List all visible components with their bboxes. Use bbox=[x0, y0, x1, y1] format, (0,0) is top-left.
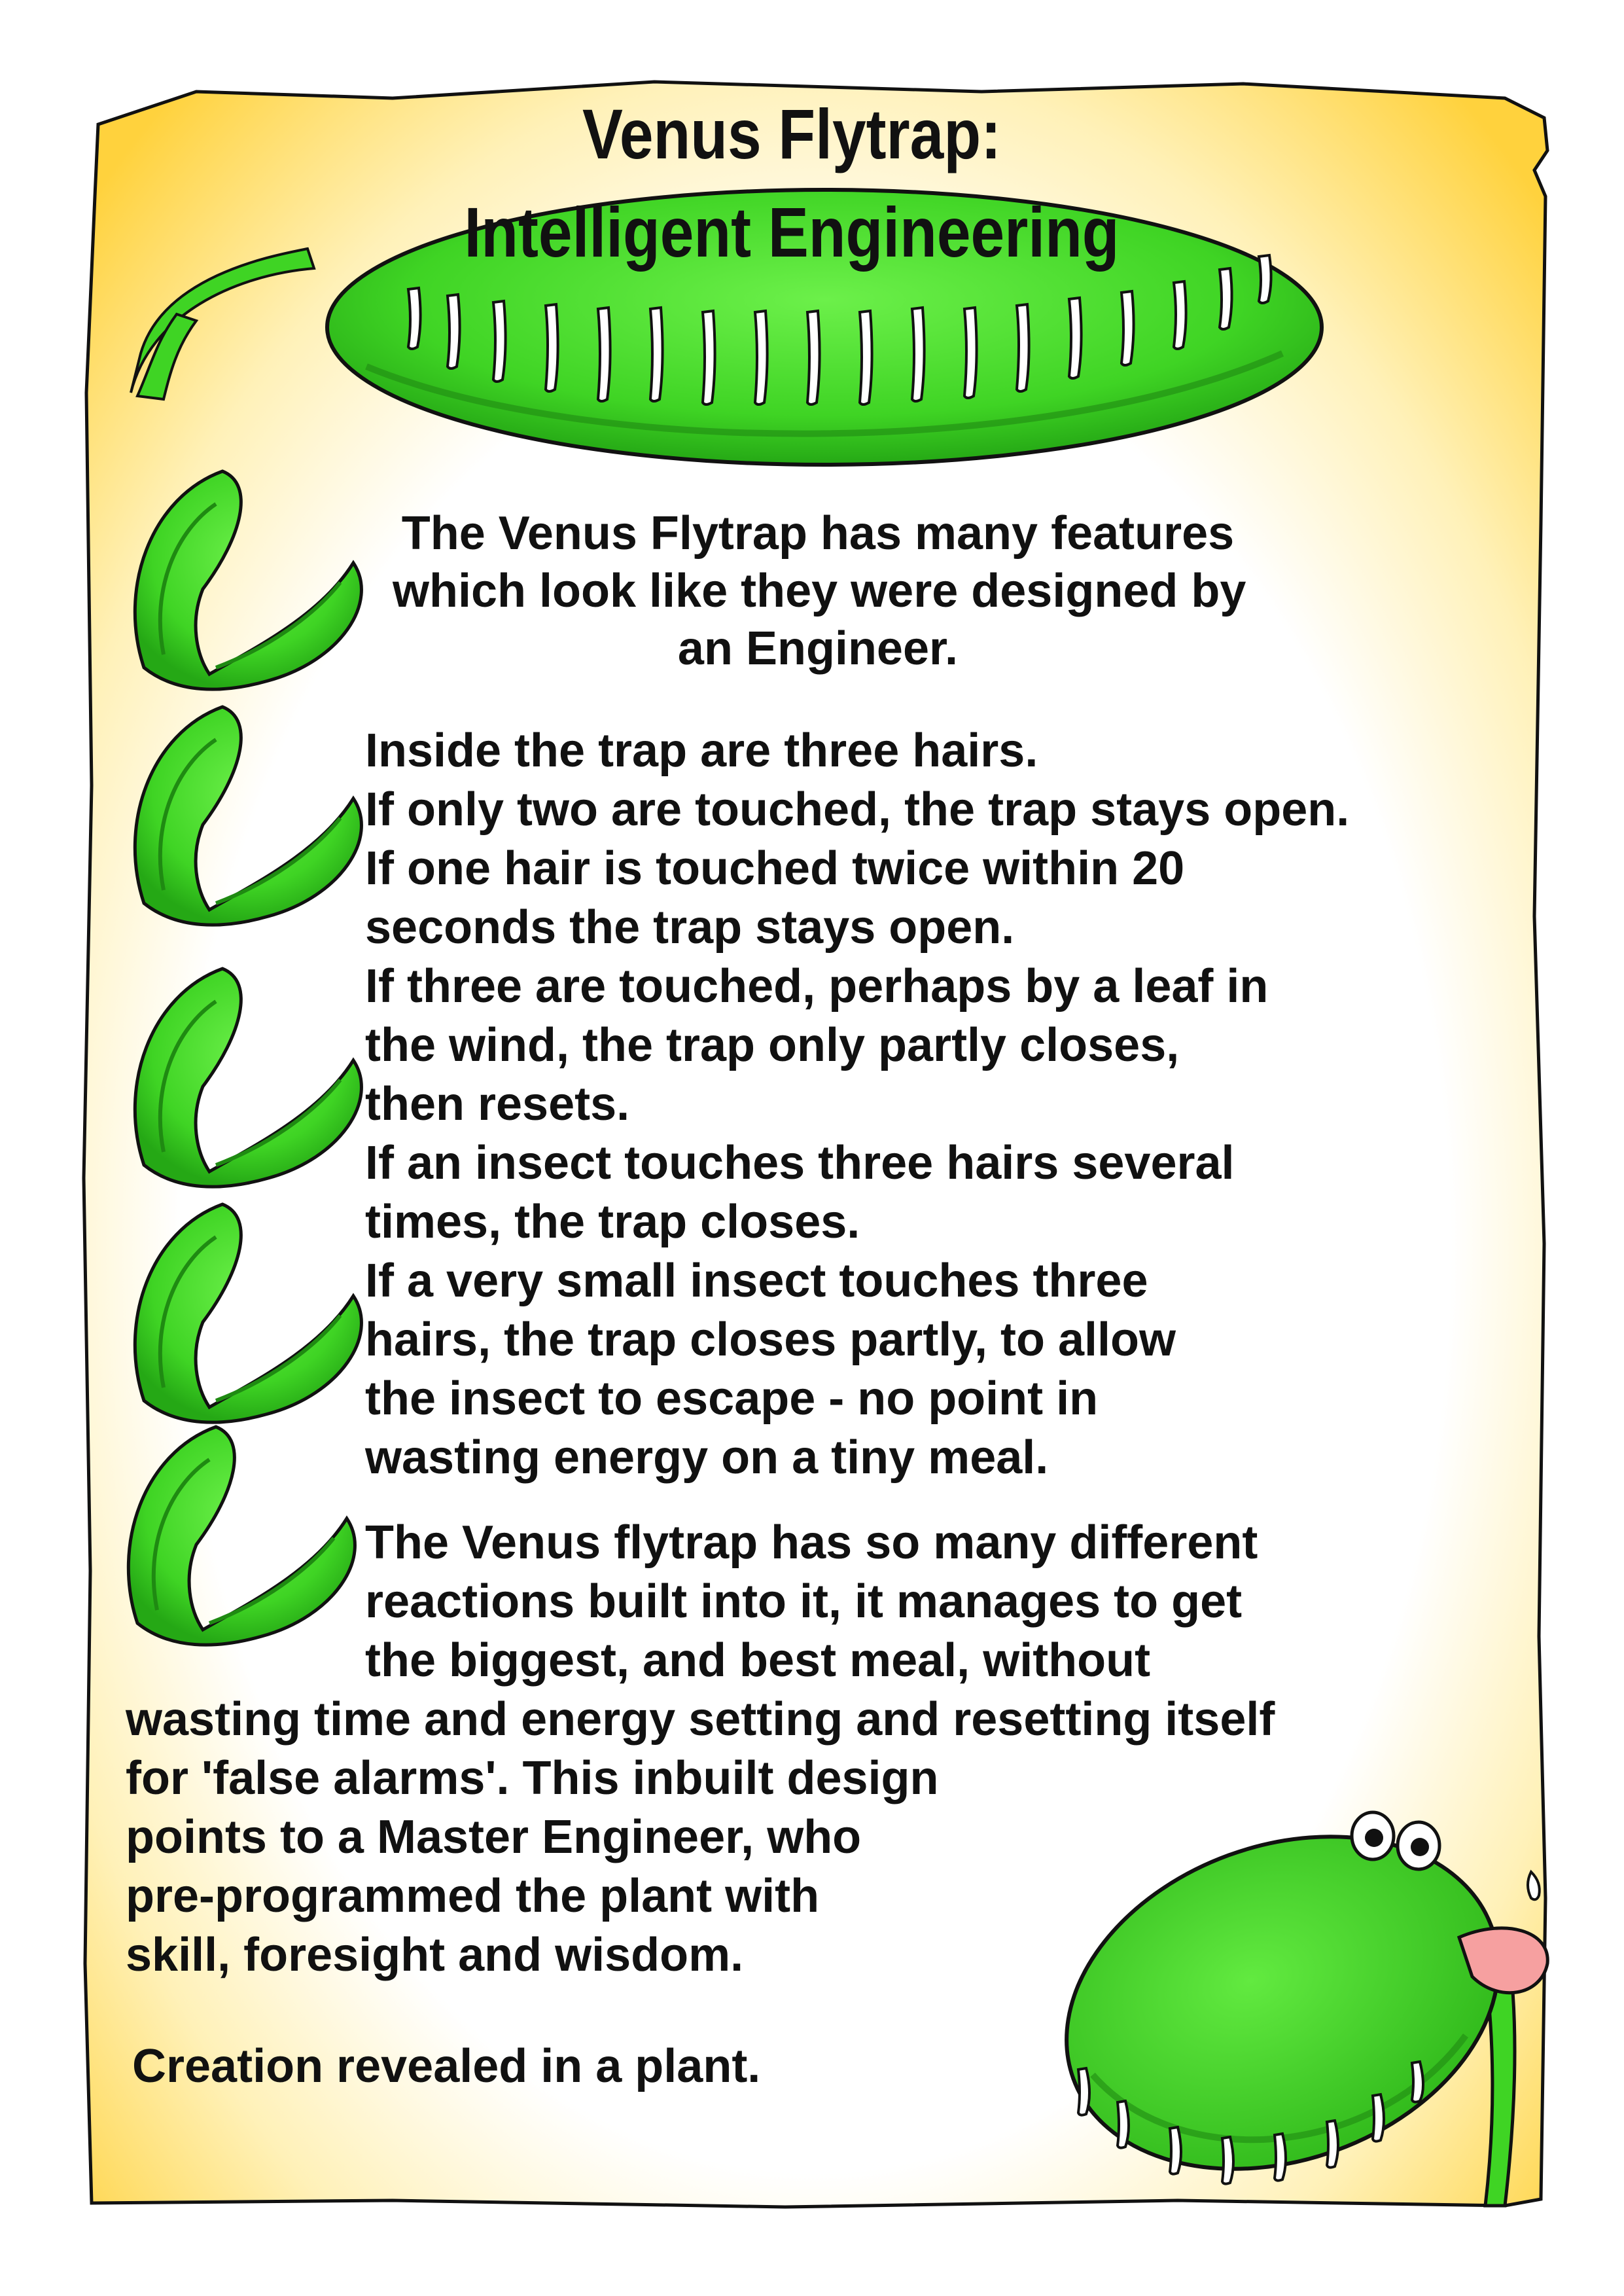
page-title-line1: Venus Flytrap: bbox=[582, 94, 1002, 173]
intro-line: which look like they were designed by bbox=[393, 565, 1246, 617]
conclusion-line: skill, foresight and wisdom. bbox=[126, 1929, 744, 1981]
intro-line: an Engineer. bbox=[677, 622, 959, 675]
tagline: Creation revealed in a plant. bbox=[132, 2040, 761, 2092]
feature-line: the insect to escape - no point in bbox=[365, 1372, 1099, 1425]
feature-line: the wind, the trap only partly closes, bbox=[365, 1019, 1180, 1071]
feature-line: If three are touched, perhaps by a leaf in bbox=[365, 960, 1269, 1013]
conclusion-line: pre-programmed the plant with bbox=[126, 1870, 820, 1922]
feature-line: If one hair is touched twice within 20 bbox=[365, 842, 1185, 895]
feature-line: seconds the trap stays open. bbox=[365, 901, 1015, 954]
feature-line: times, the trap closes. bbox=[365, 1196, 860, 1248]
conclusion-line: The Venus flytrap has so many different bbox=[365, 1516, 1258, 1569]
conclusion-line: the biggest, and best meal, without bbox=[365, 1634, 1151, 1687]
feature-line: hairs, the trap closes partly, to allow bbox=[365, 1314, 1176, 1366]
conclusion-line: points to a Master Engineer, who bbox=[126, 1811, 862, 1863]
page-title-line2: Intelligent Engineering bbox=[464, 192, 1120, 272]
conclusion-line: for 'false alarms'. This inbuilt design bbox=[126, 1752, 939, 1804]
conclusion-line: wasting time and energy setting and resetting itself bbox=[126, 1693, 1275, 1746]
feature-line: If a very small insect touches three bbox=[365, 1255, 1148, 1307]
feature-line: Inside the trap are three hairs. bbox=[365, 725, 1038, 777]
feature-line: If only two are touched, the trap stays open. bbox=[365, 783, 1350, 836]
feature-line: If an insect touches three hairs several bbox=[365, 1137, 1235, 1189]
intro-line: The Venus Flytrap has many features bbox=[401, 507, 1235, 560]
conclusion-line: reactions built into it, it manages to get bbox=[365, 1575, 1243, 1628]
feature-line: wasting energy on a tiny meal. bbox=[365, 1431, 1049, 1484]
feature-line: then resets. bbox=[365, 1078, 630, 1130]
